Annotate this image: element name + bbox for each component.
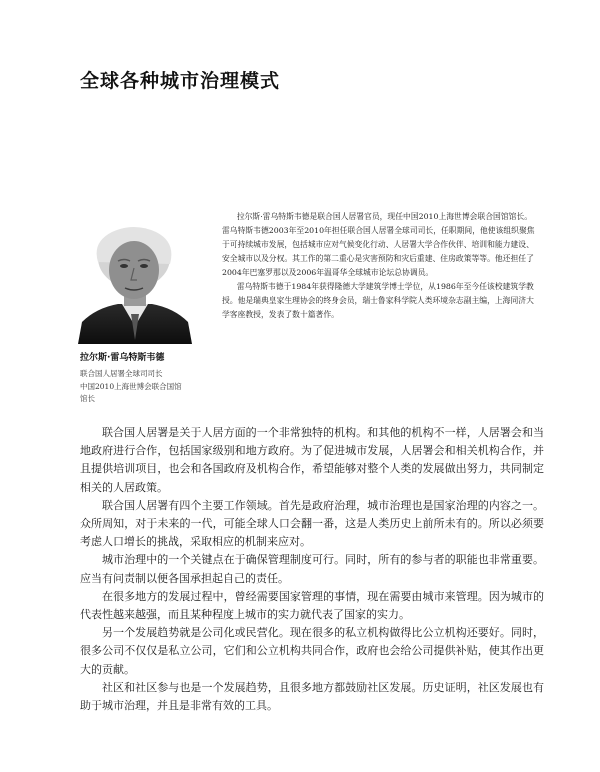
speaker-name: 拉尔斯·雷乌特斯韦德 [80, 353, 165, 363]
speaker-role: 中国2010上海世博会联合国馆 [80, 381, 182, 391]
page-title: 全球各种城市治理模式 [80, 70, 281, 92]
body-paragraph: 城市治理中的一个关键点在于确保管理制度可行。同时，所有的参与者的职能也非常重要。应当有问责制以便各国承担起自己的责任。 [80, 553, 544, 585]
body-paragraph: 另一个发展趋势就是公司化或民营化。现在很多的私立机构做得比公立机构还要好。同时，很多公司不仅仅是私立公司，它们和公立机构共同合作，政府也会给公司提供补贴，使其作出更大的贡献。 [80, 626, 544, 676]
biography [222, 210, 538, 322]
article-body [80, 424, 544, 715]
portrait-photo [76, 222, 194, 344]
speaker-role: 馆长 [80, 394, 95, 403]
bio-paragraph: 拉尔斯·雷乌特斯韦德是联合国人居署官员，现任中国2010上海世博会联合国馆馆长。雷乌特斯韦德2003年至2010年担任联合国人居署全球司司长，任职期间，他使该组织聚焦于可持续城市发展，包括城市应对气候变化行动、人居署大学合作伙伴、培训和能力建设、安全城市以及分权。其工作的第二重心是灾害预防和灾后重建、住房政策等等。他还担任了2004年巴塞罗那以及2006年温哥华全球城市论坛总协调员。 [222, 212, 535, 277]
speaker-role: 联合国人居署全球司司长 [80, 369, 163, 378]
body-paragraph: 在很多地方的发展过程中，曾经需要国家管理的事情，现在需要由城市来管理。因为城市的代表性越来越强，而且某种程度上城市的实力就代表了国家的实力。 [80, 589, 544, 622]
body-paragraph: 社区和社区参与也是一个发展趋势，且很多地方都鼓励社区发展。历史证明，社区发展也有助于城市治理，并且是非常有效的工具。 [80, 680, 544, 713]
body-paragraph: 联合国人居署有四个主要工作领域。首先是政府治理，城市治理也是国家治理的内容之一。众所周知，对于未来的一代，可能全球人口会翻一番，这是人类历史上前所未有的。所以必须要考虑人口增长的挑战，采取相应的机制来应对。 [80, 498, 544, 549]
bio-paragraph: 雷乌特斯韦德于1984年获得隆德大学建筑学博士学位，从1986年至今任该校建筑学教授。他是瑞典皇家生理协会的终身会员，瑞士鲁家科学院人类环境杂志副主编，上海同济大学客座教授，发表了数十篇著作。 [222, 282, 534, 319]
photo-caption [80, 350, 210, 406]
body-paragraph: 联合国人居署是关于人居方面的一个非常独特的机构。和其他的机构不一样，人居署会和当地政府进行合作，包括国家级别和地方政府。为了促进城市发展，人居署会和相关机构合作，并且提供培训项目，也会和各国政府及机构合作，希望能够对整个人类的发展做出努力，共同制定相关的人居政策。 [80, 426, 544, 494]
